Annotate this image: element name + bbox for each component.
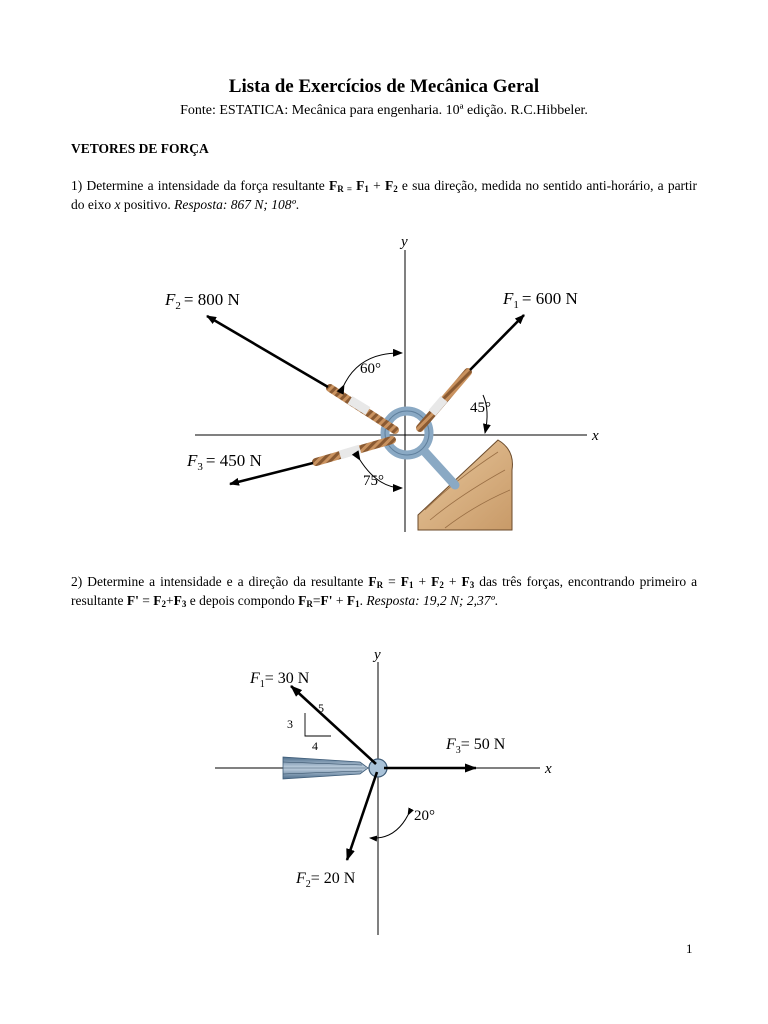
slope-triangle bbox=[305, 713, 331, 736]
vector-fr: $F_R$ bbox=[298, 593, 313, 609]
angle-20-label: 20° bbox=[414, 808, 435, 824]
f1-label: $F_1 = 600$ N bbox=[503, 289, 578, 311]
problem-text: Determine a intensidade da força resultante bbox=[86, 178, 325, 193]
axis-variable: x bbox=[114, 197, 121, 212]
angle-45-label: 45° bbox=[470, 400, 491, 416]
problem-number: 2) bbox=[71, 574, 83, 589]
answer: Resposta: 19,2 N; 2,37º bbox=[366, 593, 495, 608]
problem-2-statement: 2) Determine a intensidade e a direção da resultante $F_R = F_1 + F_2 + F_3$ das três forças, encontrando primeiro a resultante $F' = F_2+F_3$ e depois compondo $F_R=F' + F_1$. Resposta: 19,2 N; 2,37º. bbox=[71, 574, 698, 609]
problem-text: das três forças, encontrando primeiro a resultante bbox=[71, 574, 698, 608]
page-number: 1 bbox=[686, 941, 693, 956]
force-f2-arrow bbox=[347, 772, 377, 860]
vector-fr: $F_R$ bbox=[368, 574, 384, 590]
slope-label-3: 3 bbox=[287, 717, 293, 731]
vector-f2: $F_2$ bbox=[431, 574, 444, 590]
vector-f2: $F_2$ bbox=[384, 178, 398, 194]
y-axis-label: y bbox=[401, 234, 408, 250]
f1-label: $F_1= 30$ N bbox=[250, 670, 310, 690]
source-reference: Fonte: ESTATICA: Mecânica para engenharia. 10ª edição. R.C.Hibbeler. bbox=[180, 103, 588, 118]
vector-f-prime: F' bbox=[126, 593, 139, 608]
figure-1-force-diagram bbox=[0, 225, 768, 555]
f2-label: $F_2 = 800$ N bbox=[165, 290, 240, 312]
force-f2-arrow bbox=[207, 316, 328, 387]
vector-f1: $F_1$ bbox=[356, 178, 369, 194]
f3-label: $F_3 = 450$ N bbox=[187, 451, 262, 473]
problem-text: e sua direção, medida no sentido anti-horário, a partir do eixo bbox=[71, 178, 698, 212]
force-f1-arrow bbox=[291, 686, 376, 764]
problem-text: positivo. bbox=[123, 197, 171, 212]
f3-label: $F_3= 50$ N bbox=[446, 736, 506, 756]
eyebolt-shank bbox=[425, 452, 455, 485]
angle-20-arc bbox=[370, 815, 408, 838]
y-axis-label: y bbox=[374, 647, 381, 663]
angle-75-label: 75° bbox=[363, 473, 384, 489]
angle-60-label: 60° bbox=[360, 361, 381, 377]
problem-text: e depois compondo bbox=[189, 593, 295, 608]
x-axis-label: x bbox=[592, 428, 599, 444]
section-heading: VETORES DE FORÇA bbox=[71, 141, 209, 156]
force-f1-arrow bbox=[470, 315, 524, 370]
vector-fr: $F_{R =}$ bbox=[329, 178, 352, 194]
slope-label-4: 4 bbox=[312, 739, 318, 753]
vector-f-prime: F' bbox=[320, 593, 333, 608]
f2-label: $F_2= 20$ N bbox=[296, 870, 356, 890]
answer: Resposta: 867 N; 108º bbox=[174, 197, 296, 212]
slope-label-5: 5 bbox=[318, 701, 324, 715]
vector-f3: $F_3$ bbox=[173, 593, 187, 609]
problem-number: 1) bbox=[71, 178, 83, 193]
vector-f1: $F_1$ bbox=[400, 574, 414, 590]
problem-1-statement: 1) Determine a intensidade da força resultante $F_{R =}$ $F_1 + F_2$ e sua direção, medida no sentido anti-horário, a partir do eixo x positivo. Resposta: 867 N; 108º. bbox=[71, 178, 698, 212]
vector-f3: $F_3$ bbox=[461, 574, 475, 590]
vector-f1: $F_1$ bbox=[346, 593, 360, 609]
x-axis-label: x bbox=[545, 761, 552, 777]
document-title: Lista de Exercícios de Mecânica Geral bbox=[228, 76, 540, 97]
vector-f2: $F_2$ bbox=[153, 593, 166, 609]
figure-2-force-diagram bbox=[0, 640, 768, 940]
problem-text: Determine a intensidade e a direção da resultante bbox=[87, 574, 364, 589]
